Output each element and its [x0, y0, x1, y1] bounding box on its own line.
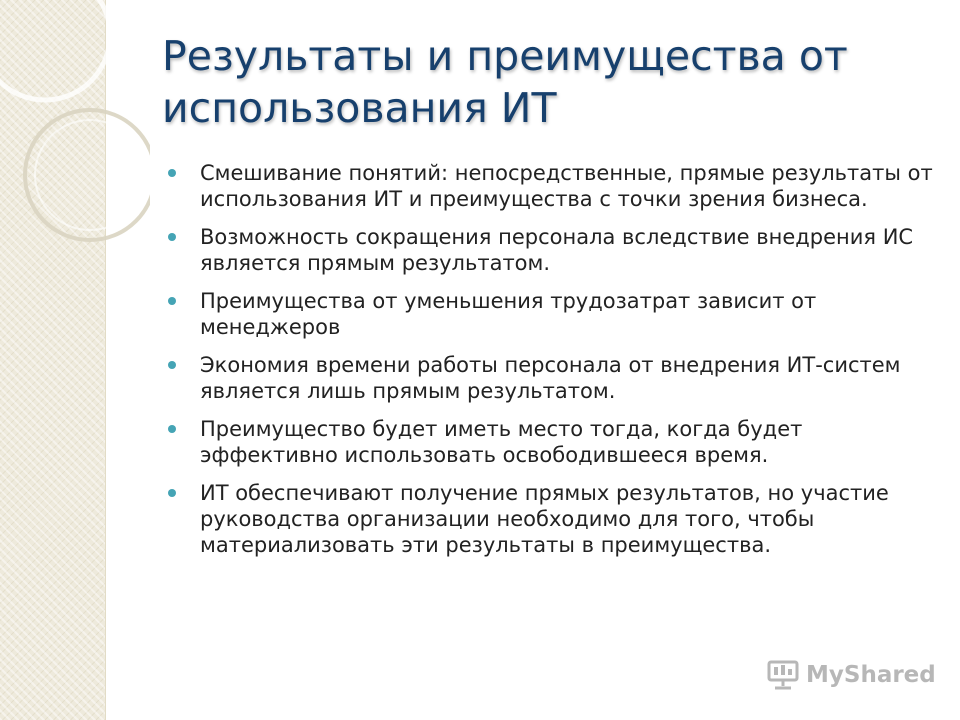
- bullet-dot-icon: [168, 297, 176, 305]
- watermark-text: MyShared: [806, 662, 936, 688]
- bullet-text: Экономия времени работы персонала от внедрения ИТ-систем является лишь прямым результатом.: [200, 353, 901, 403]
- bullet-item: [164, 224, 934, 276]
- myshared-logo-icon: [766, 659, 800, 691]
- bullet-list: [164, 160, 934, 570]
- bullet-dot-icon: [168, 489, 176, 497]
- bullet-item: [164, 352, 934, 404]
- bullet-text: Преимущества от уменьшения трудозатрат зависит от менеджеров: [200, 289, 817, 339]
- bullet-dot-icon: [168, 233, 176, 241]
- bullet-text: ИТ обеспечивают получение прямых результатов, но участие руководства организации необходимо для того, чтобы материализовать эти результаты в преимущества.: [200, 481, 889, 557]
- bullet-item: [164, 160, 934, 212]
- bullet-item: [164, 416, 934, 468]
- decorative-circles: [0, 0, 150, 260]
- bullet-dot-icon: [168, 169, 176, 177]
- bullet-text: Возможность сокращения персонала вследствие внедрения ИС является прямым результатом.: [200, 225, 914, 275]
- bullet-item: [164, 288, 934, 340]
- bullet-dot-icon: [168, 425, 176, 433]
- myshared-watermark[interactable]: [766, 658, 936, 692]
- bullet-dot-icon: [168, 361, 176, 369]
- slide-title: Результаты и преимущества от использования ИТ: [162, 32, 848, 132]
- bullet-text: Смешивание понятий: непосредственные, прямые результаты от использования ИТ и преимущества с точки зрения бизнеса.: [200, 161, 933, 211]
- bullet-text: Преимущество будет иметь место тогда, когда будет эффективно использовать освободившееся время.: [200, 417, 803, 467]
- bullet-item: [164, 480, 934, 558]
